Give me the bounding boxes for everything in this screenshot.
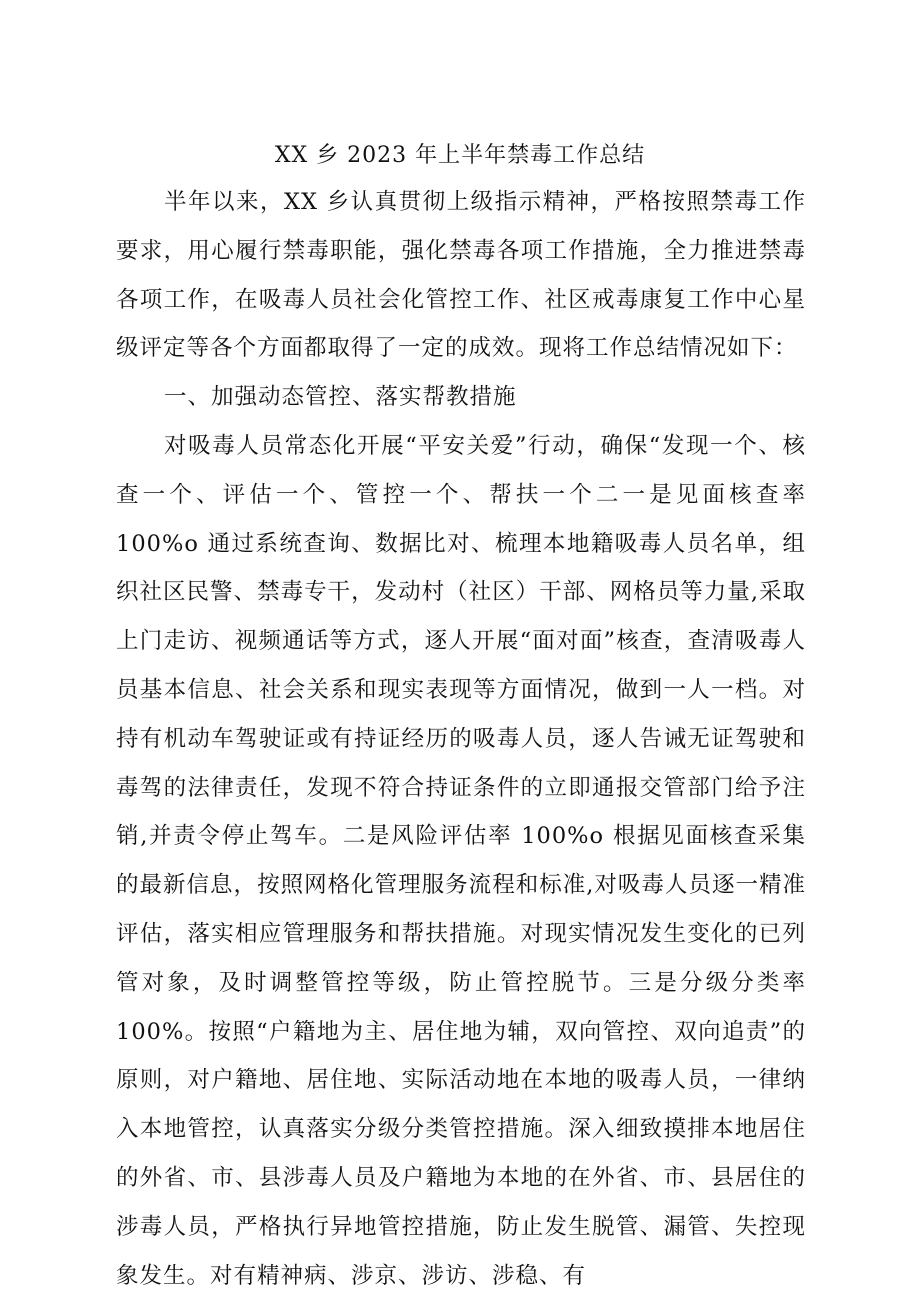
- document-title: XX 乡 2023 年上半年禁毒工作总结: [274, 143, 646, 168]
- body-paragraph: 对吸毒人员常态化开展“平安关爱”行动，确保“发现一个、核查一个、评估一个、管控一个、帮扶一个二一是见面核查率 100%o 通过系统查询、数据比对、梳理本地籍吸毒人员名单，组织社区民警、禁毒专干，发动村（社区）干部、网格员等力量,采取上门走访、视频通话等方式，逐人开展“面对面”核查，查清吸毒人员基本信息、社会关系和现实表现等方面情况，做到一人一档。对持有机动车驾驶证或有持证经历的吸毒人员，逐人告诫无证驾驶和毒驾的法律责任，发现不符合持证条件的立即通报交管部门给予注销,并责令停止驾车。二是风险评估率 100%o 根据见面核查采集的最新信息，按照网格化管理服务流程和标准,对吸毒人员逐一精准评估，落实相应管理服务和帮扶措施。对现实情况发生变化的已列管对象，及时调整管控等级，防止管控脱节。三是分级分类率 100%。按照“户籍地为主、居住地为辅，双向管控、双向追责”的原则，对户籍地、居住地、实际活动地在本地的吸毒人员，一律纳入本地管控，认真落实分级分类管控措施。深入细致摸排本地居住的外省、市、县涉毒人员及户籍地为本地的在外省、市、县居住的涉毒人员，严格执行异地管控措施，防止发生脱管、漏管、失控现象发生。对有精神病、涉京、涉访、涉稳、有: [116, 432, 806, 1289]
- intro-paragraph: 半年以来，XX 乡认真贯彻上级指示精神，严格按照禁毒工作要求，用心履行禁毒职能，强化禁毒各项工作措施，全力推进禁毒各项工作，在吸毒人员社会化管控工作、社区戒毒康复工作中心星级评定等各个方面都取得了一定的成效。现将工作总结情况如下：: [116, 189, 806, 362]
- section-heading: 一、加强动态管控、落实帮教措施: [164, 384, 517, 411]
- document-body: [116, 178, 806, 1300]
